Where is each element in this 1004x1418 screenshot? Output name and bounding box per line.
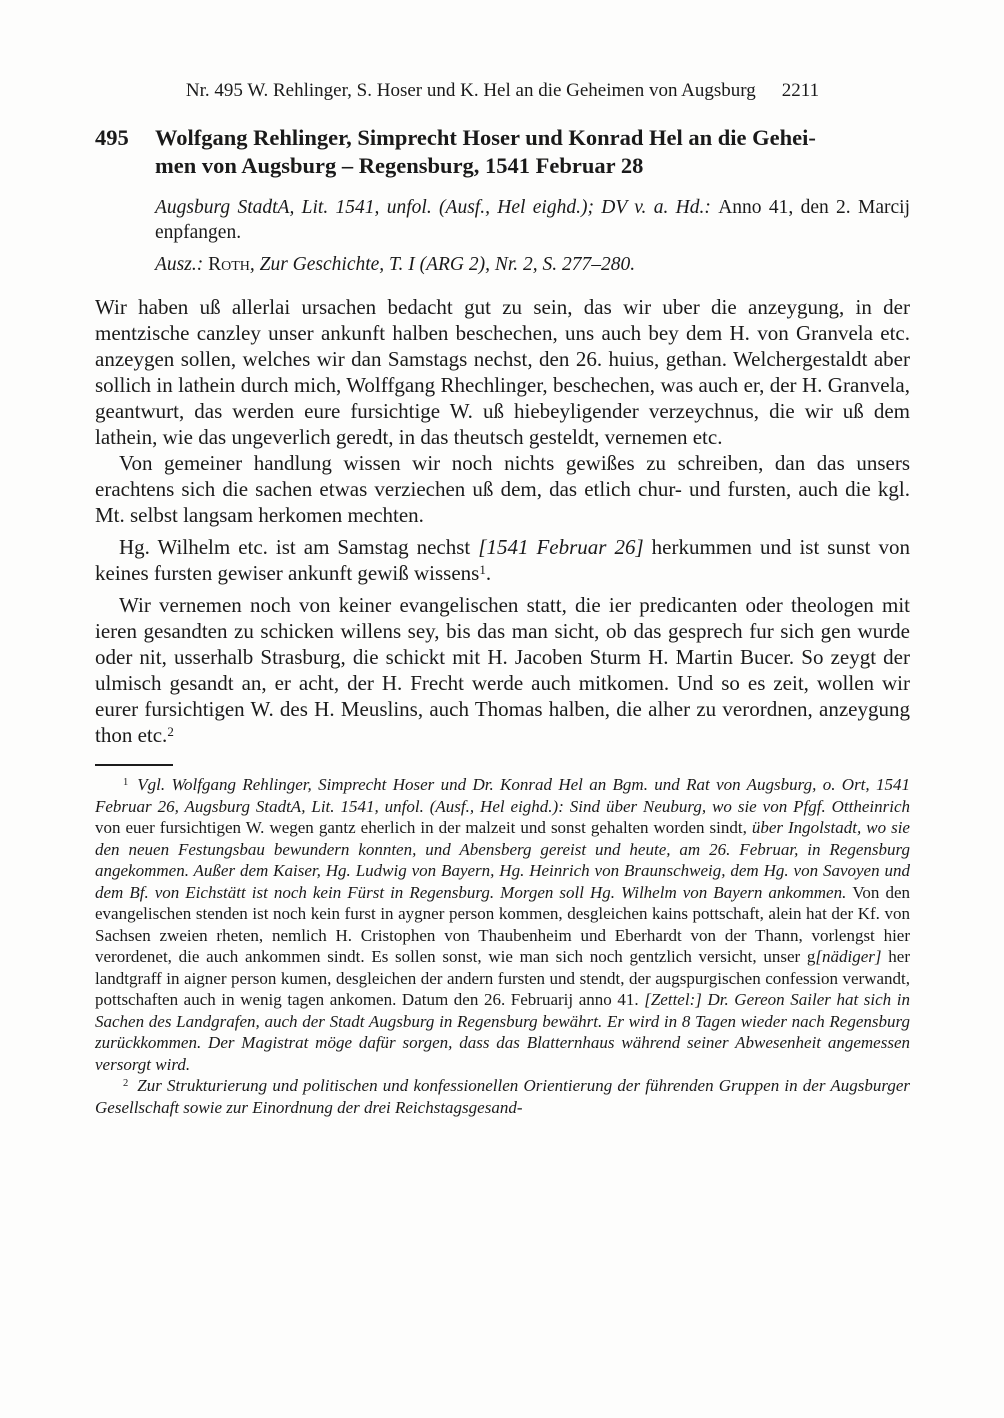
excerpt-reference	[155, 252, 910, 277]
footnote-marker: 2	[167, 724, 174, 740]
body-paragraph	[95, 294, 910, 450]
footnote-item	[95, 774, 910, 1075]
entry-title-line1: Wolfgang Rehlinger, Simprecht Hoser und Konrad Hel an die Gehei-	[155, 125, 816, 150]
text-segment: .	[485, 561, 492, 585]
excerpt-label: Ausz.:	[155, 254, 209, 275]
footnote-item	[95, 1075, 910, 1118]
letter-body	[95, 294, 910, 748]
text-segment: Vgl. Wolfgang Rehlinger, Simprecht Hoser und Dr. Konrad Hel an Bgm. und Rat von Augsburg, o. Ort, 1541 Februar 26, Augsburg StadtA, Lit. 1541, unfol. (Ausf., Hel eighd.): Sind über Neuburg, wo sie von Pfgf. Ottheinrich	[95, 775, 910, 816]
body-paragraph	[95, 534, 910, 586]
footnote-marker: 1	[479, 562, 486, 578]
running-head-title: Nr. 495 W. Rehlinger, S. Hoser und K. Hel an die Geheimen von Augsburg	[185, 80, 756, 101]
text-segment: Von den evangelischen stenden ist noch kein furst in aygner person kommen, desgleichen kains pottschaft, alein hat der Kf. von Sachsen zweien rheten, nemlich H. Cristophen von Thaubenheim und Eberhardt von der Thann, vorlengst hier verordenet, die auch ankommen sindt. Es sollen sonst, wie man sich noch gentzlich versicht, unser g	[95, 882, 910, 966]
entry-title	[155, 124, 910, 180]
archive-reference-italic: Augsburg StadtA, Lit. 1541, unfol. (Ausf., Hel eighd.); DV v. a. Hd.:	[155, 197, 719, 218]
footnote-number: 2	[123, 1078, 129, 1090]
entry-title-line2: men von Augsburg – Regensburg, 1541 Februar 28	[155, 153, 644, 178]
footnotes	[95, 774, 910, 1118]
body-paragraph	[95, 450, 910, 528]
text-segment: Hg. Wilhelm etc. ist am Samstag nechst	[119, 535, 479, 559]
entry-heading	[95, 124, 910, 180]
entry-number: 495	[95, 125, 129, 150]
text-segment: von euer fursichtigen W. wegen gantz eherlich in der malzeit und sonst gehalten worden sindt,	[95, 818, 752, 837]
text-segment: [nädiger]	[815, 947, 882, 966]
page-number: 2211	[781, 80, 820, 101]
excerpt-citation: , Zur Geschichte, T. I (ARG 2), Nr. 2, S. 277–280.	[249, 254, 636, 275]
source-block	[155, 195, 910, 277]
text-segment: herkummen und ist sunst von keines fursten gewiser ankunft gewiß wissens	[95, 535, 910, 585]
text-segment: Von gemeiner handlung wissen wir noch nichts gewißes zu schreiben, dan das unsers erachtens sich die sachen etwas verziechen uß dem, das etlich chur- und fursten, auch die kgl. Mt. selbst langsam herkomen mechten.	[95, 451, 910, 527]
text-segment: Wir haben uß allerlai ursachen bedacht gut zu sein, das wir uber die anzeygung, in der mentzische canzley unser ankunft halben beschechen, uns auch bey dem H. von Granvela etc. anzeygen sollen, welches wir dan Samstags nechst, den 26. huius, gethan. Welchergestaldt aber sollich in lathein durch mich, Wolffgang Rhechlinger, beschechen, was auch er, der H. Granvela, geantwurt, das werden eure fursichtige W. uß hiebeyligender verzeychnus, die wir uß dem lathein, wie das ungeverlich geredt, in das theutsch gesteldt, vernemen etc.	[95, 295, 910, 449]
archive-reference	[155, 195, 910, 245]
text-segment: Zur Strukturierung und politischen und konfessionellen Orientierung der führenden Gruppen in der Augsburger Gesellschaft sowie zur Einordnung der drei Reichstagsgesand-	[95, 1076, 910, 1117]
text-segment: über Ingolstadt, wo sie den neuen Festungsbau bewundern konnten, und Abensberg gereist und heute, am 26. Februar, in Regensburg angekommen. Außer dem Kaiser, Hg. Ludwig von Bayern, Hg. Heinrich von Braunschweig, dem Hg. von Savoyen und dem Bf. von Eichstätt ist noch kein Fürst in Regensburg. Morgen soll Hg. Wilhelm von Bayern ankommen.	[95, 818, 910, 902]
excerpt-author: Roth	[208, 254, 250, 275]
archive-reference-roman: Anno 41, den 2. Marcij enpfangen.	[155, 197, 910, 243]
footnote-number: 1	[123, 777, 129, 789]
running-head	[95, 80, 910, 102]
text-segment: Wir vernemen noch von keiner evangelischen statt, die ier predicanten oder theologen mit ieren gesandten zu schicken willens sey, bis das man sicht, ob das gesprech fur sich gen wurde oder nit, usserhalb Strasburg, die schickt mit H. Jacoben Sturm H. Martin Bucer. So zeygt der ulmisch gesandt an, er acht, der H. Frecht werde auch mitkomen. Und so es zeit, wollen wir eurer fursichtigen W. des H. Meuslins, auch Thomas halben, die alher zu verordnen, anzeygung thon etc.	[95, 593, 910, 747]
text-segment: her landtgraff in aigner person kumen, desgleichen der andern fursten und stendt, der augspurgischen confession verwandt, pottschaften auch in wenig tagen ankomen. Datum den 26. Februarij anno 41.	[95, 947, 910, 1009]
text-segment: [1541 Februar 26]	[478, 535, 644, 559]
footnote-separator	[95, 764, 173, 766]
body-paragraph	[95, 592, 910, 748]
text-segment: [Zettel:] Dr. Gereon Sailer hat sich in Sachen des Landgrafen, auch der Stadt Augsburg in Regensburg bewährt. Er wird in 8 Tagen wieder nach Regensburg zurückkommen. Der Magistrat möge dafür sorgen, dass das Blatternhaus während seiner Abwesenheit angemessen versorgt wird.	[95, 990, 911, 1074]
